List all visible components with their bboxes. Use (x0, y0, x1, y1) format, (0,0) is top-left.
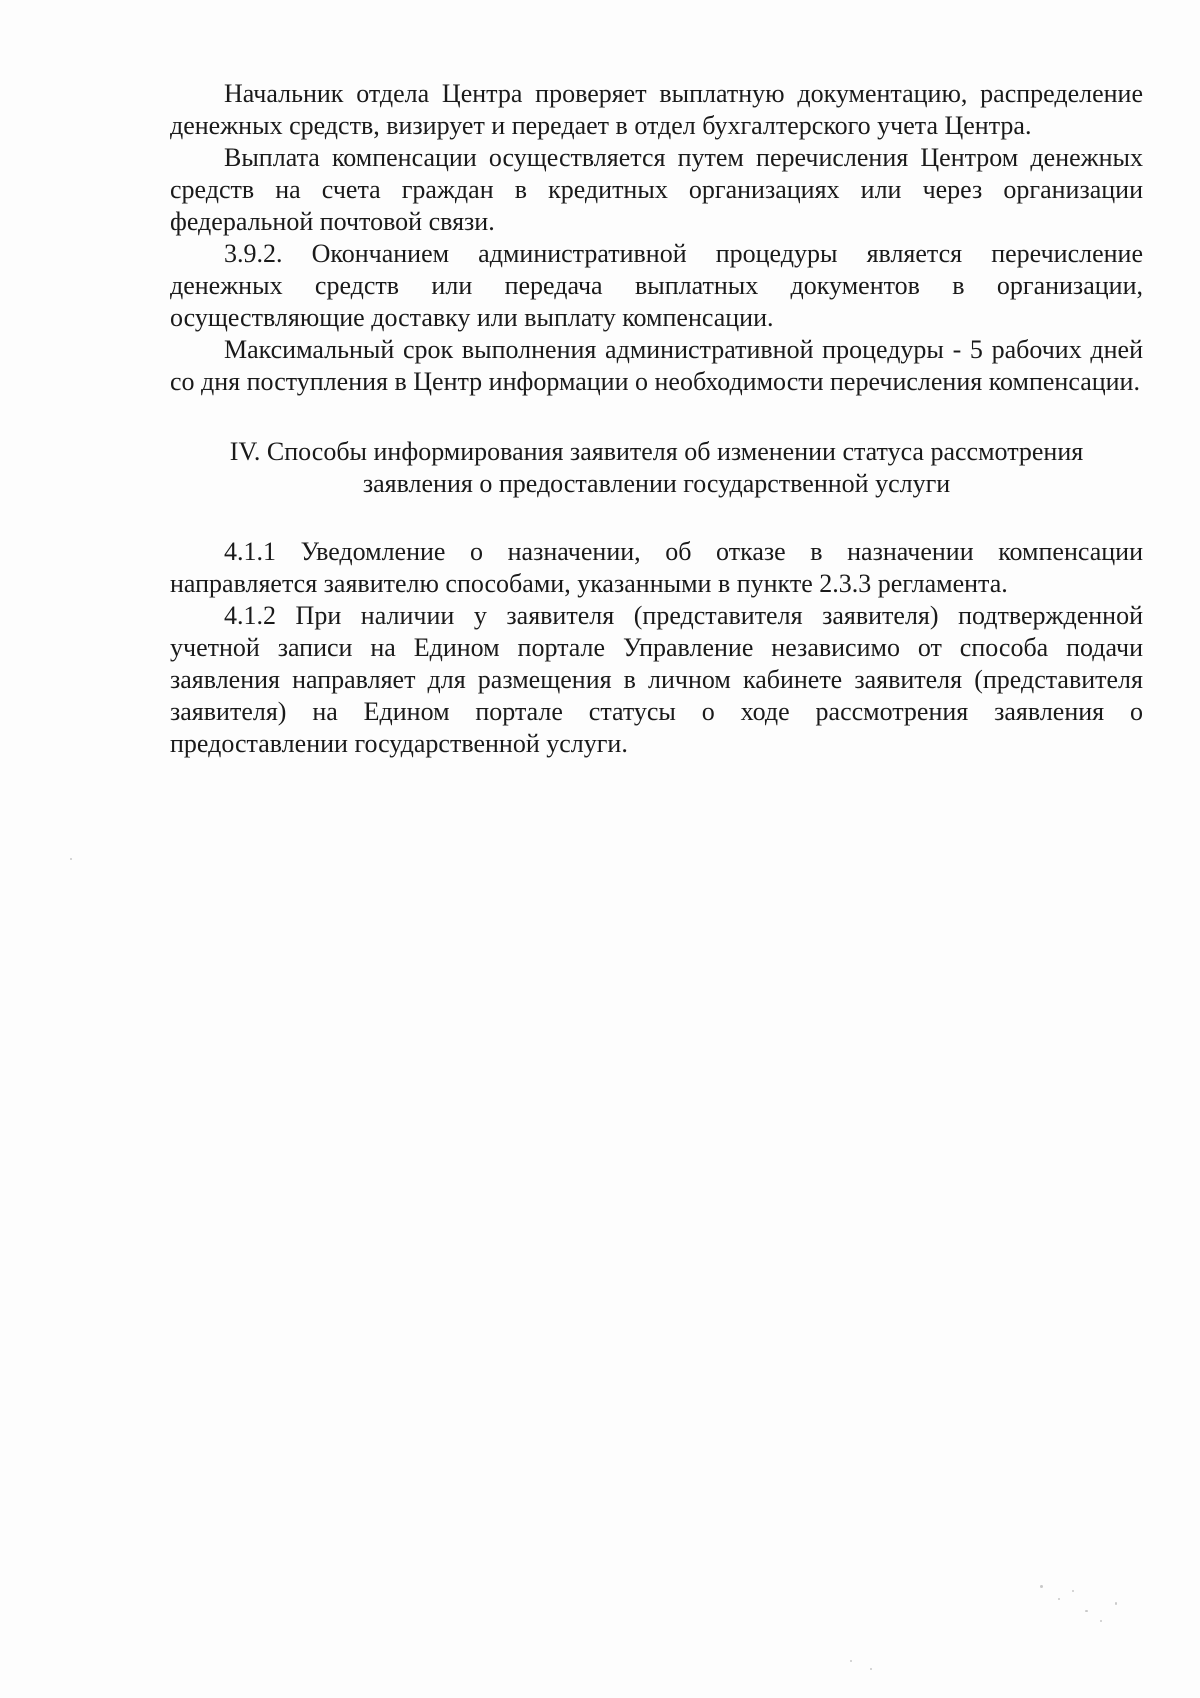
scan-speck (1085, 1610, 1088, 1612)
section-heading-line-2: заявления о предоставлении государственной услуги (362, 469, 951, 498)
scan-speck (850, 1660, 852, 1662)
scan-speck (1072, 1590, 1074, 1592)
scan-speck (1115, 1602, 1117, 1605)
paragraph-department-head: Начальник отдела Центра проверяет выплатную документацию, распределение денежных средств, визирует и передает в отдел бухгалтерского учета Центра. (170, 79, 1143, 140)
section-heading-iv (170, 436, 1143, 500)
scan-speck (70, 858, 72, 860)
document-body (170, 78, 1143, 760)
paragraph-max-term: Максимальный срок выполнения административной процедуры - 5 рабочих дней со дня поступления в Центр информации о необходимости перечисления компенсации. (170, 335, 1143, 396)
paragraph-payment-method: Выплата компенсации осуществляется путем перечисления Центром денежных средств на счета граждан в кредитных организациях или через организации федеральной почтовой связи. (170, 143, 1143, 236)
paragraph-4-1-1: 4.1.1 Уведомление о назначении, об отказе в назначении компенсации направляется заявителю способами, указанными в пункте 2.3.3 регламента. (170, 537, 1143, 598)
paragraph-3-9-2: 3.9.2. Окончанием административной процедуры является перечисление денежных средств или передача выплатных документов в организации, осуществляющие доставку или выплату компенсации. (170, 239, 1143, 332)
paragraph-4-1-2: 4.1.2 При наличии у заявителя (представителя заявителя) подтвержденной учетной записи на Едином портале Управление независимо от способа подачи заявления направляет для размещения в личном кабинете заявителя (представителя заявителя) на Едином портале статусы о ходе рассмотрения заявления о предоставлении государственной услуги. (170, 601, 1143, 758)
scan-speck (1040, 1585, 1043, 1588)
section-heading-line-1: IV. Способы информирования заявителя об изменении статуса рассмотрения (229, 437, 1084, 466)
scan-speck (1058, 1598, 1060, 1600)
scan-speck (870, 1668, 872, 1670)
scan-speck (1100, 1620, 1102, 1622)
